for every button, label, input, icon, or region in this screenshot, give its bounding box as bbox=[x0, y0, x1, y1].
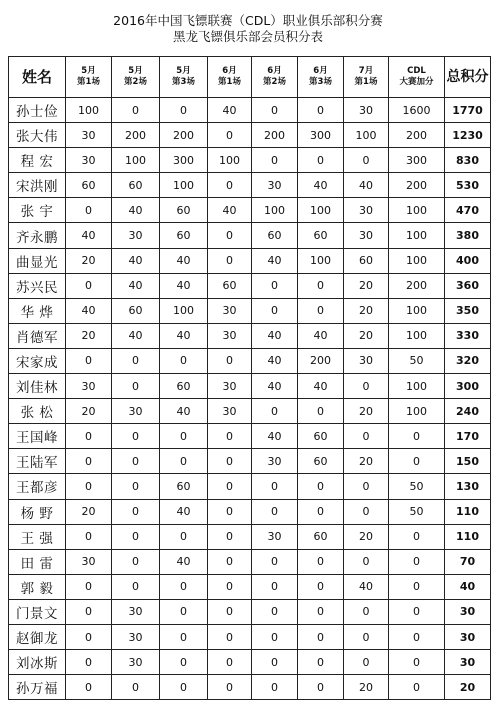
round-score: 0 bbox=[112, 424, 160, 449]
round-score: 40 bbox=[298, 374, 344, 399]
round-score: 40 bbox=[252, 248, 298, 273]
member-name: 王陆军 bbox=[9, 449, 66, 474]
round-score: 0 bbox=[389, 449, 445, 474]
round-score: 0 bbox=[66, 574, 112, 599]
header-match: 第1场 bbox=[218, 77, 241, 87]
member-name: 赵御龙 bbox=[9, 624, 66, 649]
round-score: 0 bbox=[252, 574, 298, 599]
header-match: 第1场 bbox=[77, 77, 100, 87]
member-name: 王都彦 bbox=[9, 474, 66, 499]
round-score: 40 bbox=[252, 374, 298, 399]
round-score: 0 bbox=[208, 524, 252, 549]
round-score: 0 bbox=[112, 474, 160, 499]
round-score: 0 bbox=[160, 524, 208, 549]
round-score: 0 bbox=[66, 624, 112, 649]
round-score: 30 bbox=[66, 123, 112, 148]
round-score: 0 bbox=[160, 624, 208, 649]
round-score: 0 bbox=[208, 549, 252, 574]
member-name: 王国峰 bbox=[9, 424, 66, 449]
round-score: 0 bbox=[298, 499, 344, 524]
round-score: 30 bbox=[252, 449, 298, 474]
round-score: 40 bbox=[344, 574, 389, 599]
round-score: 0 bbox=[389, 599, 445, 624]
round-score: 60 bbox=[66, 173, 112, 198]
header-round bbox=[208, 57, 252, 98]
member-name: 齐永鹏 bbox=[9, 223, 66, 248]
round-score: 0 bbox=[112, 374, 160, 399]
round-score: 0 bbox=[112, 574, 160, 599]
member-name: 孙士俭 bbox=[9, 98, 66, 123]
round-score: 40 bbox=[160, 273, 208, 298]
table-row bbox=[9, 399, 491, 424]
header-month: 6月 bbox=[267, 66, 282, 76]
round-score: 0 bbox=[344, 499, 389, 524]
round-score: 40 bbox=[112, 273, 160, 298]
round-score: 0 bbox=[66, 675, 112, 700]
round-score: 0 bbox=[298, 549, 344, 574]
round-score: 100 bbox=[389, 374, 445, 399]
round-score: 20 bbox=[66, 323, 112, 348]
round-score: 200 bbox=[160, 123, 208, 148]
header-round bbox=[298, 57, 344, 98]
member-name: 张大伟 bbox=[9, 123, 66, 148]
table-row bbox=[9, 148, 491, 173]
table-row bbox=[9, 650, 491, 675]
table-row bbox=[9, 374, 491, 399]
table-row bbox=[9, 198, 491, 223]
round-score: 0 bbox=[344, 599, 389, 624]
round-score: 0 bbox=[208, 599, 252, 624]
round-score: 30 bbox=[252, 524, 298, 549]
table-row bbox=[9, 499, 491, 524]
round-score: 100 bbox=[389, 323, 445, 348]
member-name: 门景文 bbox=[9, 599, 66, 624]
header-month: 5月 bbox=[176, 66, 191, 76]
round-score: 0 bbox=[66, 198, 112, 223]
table-row bbox=[9, 449, 491, 474]
round-score: 0 bbox=[160, 675, 208, 700]
round-score: 100 bbox=[160, 173, 208, 198]
total-score: 830 bbox=[445, 148, 491, 173]
table-row bbox=[9, 574, 491, 599]
round-score: 60 bbox=[112, 298, 160, 323]
total-score: 1230 bbox=[445, 123, 491, 148]
header-name: 姓名 bbox=[9, 57, 66, 98]
round-score: 0 bbox=[208, 474, 252, 499]
round-score: 40 bbox=[208, 198, 252, 223]
round-score: 30 bbox=[112, 223, 160, 248]
member-name: 张 宇 bbox=[9, 198, 66, 223]
total-score: 170 bbox=[445, 424, 491, 449]
round-score: 30 bbox=[344, 98, 389, 123]
round-score: 40 bbox=[252, 323, 298, 348]
total-score: 530 bbox=[445, 173, 491, 198]
round-score: 0 bbox=[298, 98, 344, 123]
round-score: 0 bbox=[389, 424, 445, 449]
round-score: 0 bbox=[252, 624, 298, 649]
round-score: 30 bbox=[66, 549, 112, 574]
round-score: 0 bbox=[389, 650, 445, 675]
round-score: 0 bbox=[160, 348, 208, 373]
header-match: 第2场 bbox=[263, 77, 286, 87]
round-score: 100 bbox=[298, 248, 344, 273]
total-score: 1770 bbox=[445, 98, 491, 123]
total-score: 40 bbox=[445, 574, 491, 599]
round-score: 30 bbox=[112, 599, 160, 624]
round-score: 0 bbox=[112, 449, 160, 474]
total-score: 30 bbox=[445, 650, 491, 675]
round-score: 30 bbox=[208, 399, 252, 424]
round-score: 0 bbox=[66, 449, 112, 474]
round-score: 0 bbox=[252, 650, 298, 675]
member-name: 杨 野 bbox=[9, 499, 66, 524]
header-round bbox=[66, 57, 112, 98]
round-score: 0 bbox=[208, 624, 252, 649]
round-score: 40 bbox=[208, 98, 252, 123]
round-score: 40 bbox=[160, 323, 208, 348]
round-score: 0 bbox=[160, 599, 208, 624]
round-score: 0 bbox=[160, 574, 208, 599]
round-score: 0 bbox=[208, 675, 252, 700]
header-month: 5月 bbox=[81, 66, 96, 76]
header-month: 6月 bbox=[313, 66, 328, 76]
round-score: 40 bbox=[298, 173, 344, 198]
round-score: 0 bbox=[66, 273, 112, 298]
round-score: 0 bbox=[298, 298, 344, 323]
table-row bbox=[9, 624, 491, 649]
header-month: CDL bbox=[407, 66, 426, 76]
round-score: 20 bbox=[344, 524, 389, 549]
table-row bbox=[9, 675, 491, 700]
member-name: 田 雷 bbox=[9, 549, 66, 574]
round-score: 100 bbox=[389, 298, 445, 323]
round-score: 300 bbox=[160, 148, 208, 173]
round-score: 0 bbox=[389, 524, 445, 549]
round-score: 0 bbox=[298, 474, 344, 499]
header-match: 第3场 bbox=[309, 77, 332, 87]
round-score: 0 bbox=[252, 549, 298, 574]
member-name: 刘佳林 bbox=[9, 374, 66, 399]
round-score: 30 bbox=[112, 399, 160, 424]
total-score: 20 bbox=[445, 675, 491, 700]
round-score: 100 bbox=[389, 399, 445, 424]
round-score: 30 bbox=[344, 198, 389, 223]
round-score: 0 bbox=[208, 499, 252, 524]
header-round bbox=[344, 57, 389, 98]
round-score: 0 bbox=[66, 424, 112, 449]
total-score: 70 bbox=[445, 549, 491, 574]
table-body bbox=[9, 98, 491, 700]
round-score: 100 bbox=[298, 198, 344, 223]
round-score: 200 bbox=[389, 273, 445, 298]
round-score: 40 bbox=[160, 399, 208, 424]
round-score: 40 bbox=[298, 323, 344, 348]
header-month: 7月 bbox=[358, 66, 374, 76]
total-score: 330 bbox=[445, 323, 491, 348]
round-score: 60 bbox=[298, 223, 344, 248]
round-score: 0 bbox=[112, 98, 160, 123]
round-score: 0 bbox=[344, 650, 389, 675]
round-score: 200 bbox=[112, 123, 160, 148]
round-score: 200 bbox=[389, 173, 445, 198]
round-score: 20 bbox=[66, 499, 112, 524]
document-title: 2016年中国飞镖联赛（CDL）职业俱乐部积分赛 bbox=[113, 13, 383, 28]
total-score: 360 bbox=[445, 273, 491, 298]
member-name: 宋家成 bbox=[9, 348, 66, 373]
round-score: 0 bbox=[252, 148, 298, 173]
round-score: 20 bbox=[344, 449, 389, 474]
total-score: 350 bbox=[445, 298, 491, 323]
round-score: 0 bbox=[112, 675, 160, 700]
round-score: 0 bbox=[298, 574, 344, 599]
round-score: 100 bbox=[252, 198, 298, 223]
round-score: 20 bbox=[344, 675, 389, 700]
round-score: 0 bbox=[344, 374, 389, 399]
round-score: 0 bbox=[252, 298, 298, 323]
header-round bbox=[389, 57, 445, 98]
round-score: 0 bbox=[298, 148, 344, 173]
header-total: 总积分 bbox=[445, 57, 491, 98]
round-score: 200 bbox=[298, 348, 344, 373]
round-score: 60 bbox=[160, 223, 208, 248]
round-score: 0 bbox=[112, 524, 160, 549]
score-table bbox=[8, 56, 491, 700]
round-score: 0 bbox=[344, 474, 389, 499]
total-score: 30 bbox=[445, 624, 491, 649]
round-score: 40 bbox=[344, 173, 389, 198]
round-score: 30 bbox=[66, 374, 112, 399]
table-row bbox=[9, 599, 491, 624]
round-score: 40 bbox=[160, 549, 208, 574]
total-score: 300 bbox=[445, 374, 491, 399]
round-score: 0 bbox=[344, 624, 389, 649]
round-score: 0 bbox=[389, 624, 445, 649]
round-score: 30 bbox=[252, 173, 298, 198]
round-score: 0 bbox=[252, 98, 298, 123]
round-score: 50 bbox=[389, 348, 445, 373]
member-name: 王 强 bbox=[9, 524, 66, 549]
table-row bbox=[9, 248, 491, 273]
round-score: 100 bbox=[112, 148, 160, 173]
total-score: 320 bbox=[445, 348, 491, 373]
round-score: 30 bbox=[208, 298, 252, 323]
member-name: 宋洪刚 bbox=[9, 173, 66, 198]
document-subtitle: 黑龙飞镖俱乐部会员积分表 bbox=[172, 29, 323, 44]
table-row bbox=[9, 348, 491, 373]
member-name: 肖德军 bbox=[9, 323, 66, 348]
round-score: 0 bbox=[298, 675, 344, 700]
member-name: 刘冰斯 bbox=[9, 650, 66, 675]
round-score: 60 bbox=[298, 524, 344, 549]
round-score: 0 bbox=[389, 549, 445, 574]
round-score: 40 bbox=[252, 348, 298, 373]
round-score: 30 bbox=[344, 223, 389, 248]
table-row bbox=[9, 173, 491, 198]
round-score: 0 bbox=[252, 599, 298, 624]
round-score: 0 bbox=[66, 599, 112, 624]
total-score: 470 bbox=[445, 198, 491, 223]
round-score: 0 bbox=[252, 675, 298, 700]
header-round bbox=[252, 57, 298, 98]
round-score: 100 bbox=[389, 198, 445, 223]
member-name: 苏兴民 bbox=[9, 273, 66, 298]
round-score: 50 bbox=[389, 474, 445, 499]
round-score: 0 bbox=[208, 123, 252, 148]
round-score: 60 bbox=[344, 248, 389, 273]
round-score: 0 bbox=[298, 650, 344, 675]
round-score: 20 bbox=[66, 399, 112, 424]
round-score: 1600 bbox=[389, 98, 445, 123]
round-score: 20 bbox=[66, 248, 112, 273]
round-score: 0 bbox=[252, 474, 298, 499]
round-score: 0 bbox=[298, 624, 344, 649]
round-score: 60 bbox=[298, 449, 344, 474]
round-score: 0 bbox=[298, 599, 344, 624]
round-score: 0 bbox=[252, 399, 298, 424]
round-score: 40 bbox=[112, 248, 160, 273]
round-score: 0 bbox=[112, 348, 160, 373]
round-score: 40 bbox=[66, 223, 112, 248]
round-score: 40 bbox=[112, 323, 160, 348]
header-month: 6月 bbox=[222, 66, 237, 76]
round-score: 0 bbox=[160, 449, 208, 474]
total-score: 150 bbox=[445, 449, 491, 474]
round-score: 0 bbox=[344, 424, 389, 449]
round-score: 30 bbox=[66, 148, 112, 173]
table-row bbox=[9, 298, 491, 323]
member-name: 孙万福 bbox=[9, 675, 66, 700]
round-score: 0 bbox=[66, 474, 112, 499]
header-match: 第3场 bbox=[172, 77, 195, 87]
round-score: 0 bbox=[66, 348, 112, 373]
round-score: 200 bbox=[389, 123, 445, 148]
total-score: 380 bbox=[445, 223, 491, 248]
round-score: 0 bbox=[389, 574, 445, 599]
member-name: 郭 毅 bbox=[9, 574, 66, 599]
member-name: 程 宏 bbox=[9, 148, 66, 173]
round-score: 0 bbox=[160, 98, 208, 123]
header-month: 5月 bbox=[128, 66, 143, 76]
table-row bbox=[9, 474, 491, 499]
round-score: 20 bbox=[344, 399, 389, 424]
round-score: 20 bbox=[344, 323, 389, 348]
round-score: 20 bbox=[344, 298, 389, 323]
total-score: 110 bbox=[445, 499, 491, 524]
total-score: 130 bbox=[445, 474, 491, 499]
round-score: 40 bbox=[112, 198, 160, 223]
header-round bbox=[160, 57, 208, 98]
header-round bbox=[112, 57, 160, 98]
round-score: 0 bbox=[208, 173, 252, 198]
table-header-row bbox=[9, 57, 491, 98]
table-row bbox=[9, 549, 491, 574]
round-score: 60 bbox=[160, 198, 208, 223]
round-score: 60 bbox=[208, 273, 252, 298]
round-score: 100 bbox=[160, 298, 208, 323]
round-score: 300 bbox=[298, 123, 344, 148]
round-score: 20 bbox=[344, 273, 389, 298]
round-score: 60 bbox=[160, 474, 208, 499]
round-score: 30 bbox=[208, 323, 252, 348]
round-score: 300 bbox=[389, 148, 445, 173]
header-match: 第2场 bbox=[124, 77, 147, 87]
table-row bbox=[9, 424, 491, 449]
round-score: 40 bbox=[66, 298, 112, 323]
round-score: 100 bbox=[389, 223, 445, 248]
round-score: 50 bbox=[389, 499, 445, 524]
round-score: 100 bbox=[389, 248, 445, 273]
round-score: 0 bbox=[66, 650, 112, 675]
round-score: 40 bbox=[160, 248, 208, 273]
round-score: 0 bbox=[208, 348, 252, 373]
total-score: 110 bbox=[445, 524, 491, 549]
table-row bbox=[9, 223, 491, 248]
round-score: 0 bbox=[298, 399, 344, 424]
table-row bbox=[9, 123, 491, 148]
total-score: 240 bbox=[445, 399, 491, 424]
member-name: 张 松 bbox=[9, 399, 66, 424]
round-score: 100 bbox=[66, 98, 112, 123]
table-row bbox=[9, 323, 491, 348]
round-score: 30 bbox=[344, 348, 389, 373]
round-score: 0 bbox=[298, 273, 344, 298]
round-score: 60 bbox=[252, 223, 298, 248]
round-score: 0 bbox=[208, 574, 252, 599]
round-score: 0 bbox=[252, 499, 298, 524]
round-score: 40 bbox=[252, 424, 298, 449]
round-score: 200 bbox=[252, 123, 298, 148]
round-score: 100 bbox=[344, 123, 389, 148]
round-score: 0 bbox=[66, 524, 112, 549]
round-score: 100 bbox=[208, 148, 252, 173]
round-score: 0 bbox=[208, 248, 252, 273]
round-score: 30 bbox=[208, 374, 252, 399]
round-score: 60 bbox=[298, 424, 344, 449]
table-row bbox=[9, 273, 491, 298]
round-score: 0 bbox=[344, 549, 389, 574]
total-score: 400 bbox=[445, 248, 491, 273]
table-row bbox=[9, 524, 491, 549]
round-score: 0 bbox=[112, 499, 160, 524]
round-score: 0 bbox=[208, 424, 252, 449]
round-score: 0 bbox=[208, 223, 252, 248]
header-match: 第1场 bbox=[354, 77, 378, 87]
round-score: 60 bbox=[112, 173, 160, 198]
round-score: 0 bbox=[160, 650, 208, 675]
round-score: 0 bbox=[344, 148, 389, 173]
round-score: 0 bbox=[389, 675, 445, 700]
round-score: 30 bbox=[112, 650, 160, 675]
round-score: 60 bbox=[160, 374, 208, 399]
round-score: 0 bbox=[112, 549, 160, 574]
member-name: 曲显光 bbox=[9, 248, 66, 273]
round-score: 0 bbox=[252, 273, 298, 298]
round-score: 40 bbox=[160, 499, 208, 524]
round-score: 0 bbox=[208, 650, 252, 675]
round-score: 0 bbox=[208, 449, 252, 474]
header-match: 大赛加分 bbox=[399, 77, 434, 87]
total-score: 30 bbox=[445, 599, 491, 624]
table-row bbox=[9, 98, 491, 123]
member-name: 华 烨 bbox=[9, 298, 66, 323]
round-score: 30 bbox=[112, 624, 160, 649]
round-score: 0 bbox=[160, 424, 208, 449]
